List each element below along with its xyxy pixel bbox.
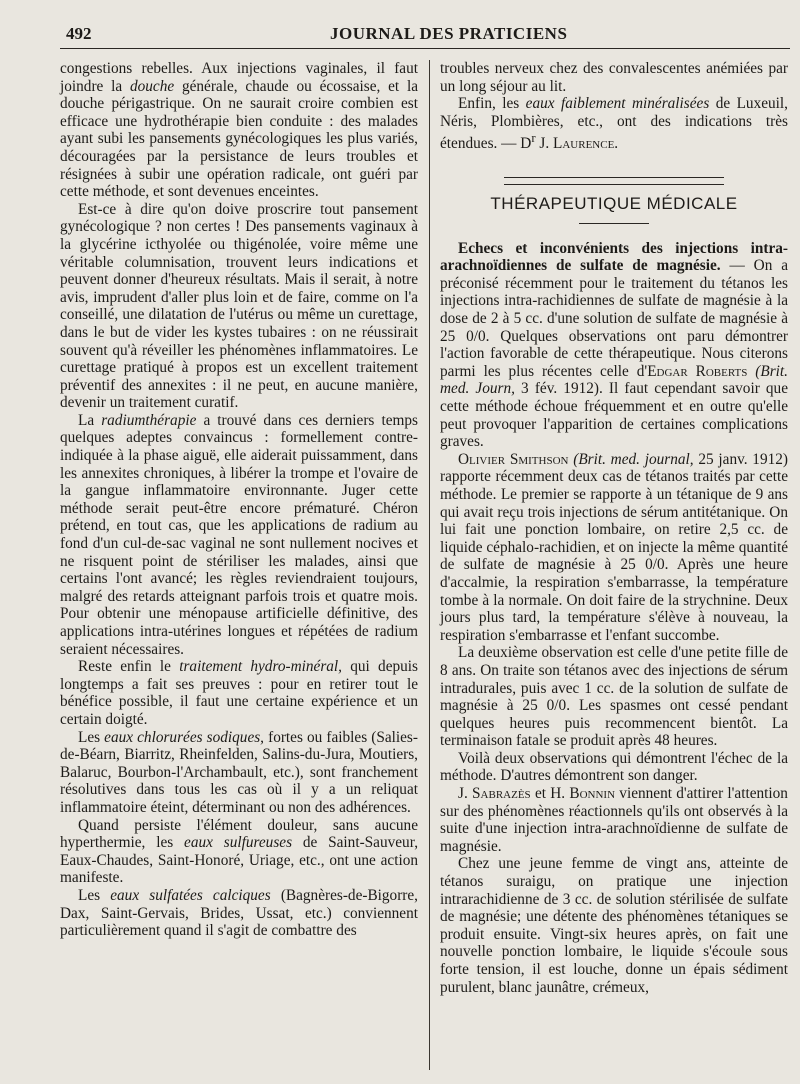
paragraph: La deuxième observation est celle d'une petite fille de 8 ans. On traite son tétanos avec des injections de sérum intradurales, puis avec 1 cc. de la solution de sulfate de magnésie à 25 0/0. Les spasmes ont cessé pendant quelques heures puis recommencent bientôt. La terminaison fatale se produit après 48 heures. (440, 644, 788, 750)
paragraph: Enfin, les eaux faiblement minéralisées de Luxeuil, Néris, Plombières, etc., ont des indications très étendues. — $D^r$ J. Laurence. (440, 95, 788, 153)
paragraph: La radiumthérapie a trouvé dans ces derniers temps quelques adeptes convaincus : formellement contre-indiquée à la phase aiguë, elle aiderait puissamment, dans les annexites chroniques, à libérer la trompe et l'ovaire de la gangue inflammatoire environnante. Juger cette méthode serait peut-être encore prématuré. Chéron prétend, en tout cas, que les applications de radium au fond d'un cul-de-sac vaginal ne sont nullement nocives et ne risquent point de stériliser les malades, ainsi que certains l'ont avancé; les règles reviendraient toujours, malgré des retards atteignant parfois trois et quatre mois. Pour obtenir une ménopause artificielle définitive, des applications intra-utérines longues et répétées de radium seraient nécessaires. (60, 411, 418, 658)
journal-title: JOURNAL DES PRATICIENS (330, 24, 568, 43)
paragraph: Reste enfin le traitement hydro-minéral, qui depuis longtemps a fait ses preuves : pour en retirer tout le bénéfice possible, il faut une certaine expérience et un certain doigté. (60, 658, 418, 728)
article-lead: Echecs et inconvénients des injections intra-arachnoïdiennes de sulfate de magnésie. — On a préconisé récemment pour le traitement du tétanos les injections intra-rachidiennes de sulfate de magnésie à la dose de 2 à 5 cc. d'une solution de sulfate de magnésie à 25 0/0. Quelques observations ont paru démontrer l'action favorable de cette thérapeutique. Nous citerons parmi les plus récentes celle d'Edgar Roberts (Brit. med. Journ, 3 fév. 1912). Il faut cependant savoir que cette méthode échoue fréquemment et en outre qu'elle peut provoquer l'apparition de certaines complications graves. (440, 239, 788, 451)
paragraph: Olivier Smithson (Brit. med. journal, 25 janv. 1912) rapporte récemment deux cas de tétanos traités par cette méthode. Le premier se rapporte à un tétanique de 9 ans qui avait reçu trois injections de sérum antitétanique. On lui fait une ponction lombaire, on retire 2,5 cc. de liquide céphalo-rachidien, et on injecte la même quantité de sulfate de magnésie à 25 0/0. Après une heure d'accalmie, la respiration s'embarrasse, la température tombe à la normale. On doit faire de la strychnine. Deux jours plus tard, la température s'élève à nouveau, la respiration s'embarrasse et l'enfant succombe. (440, 450, 788, 644)
section-ornament-block (440, 177, 788, 224)
paragraph: J. Sabrazès et H. Bonnin viennent d'attirer l'attention sur des phénomènes réactionnels qu'ils ont observés à la suite d'une injection intra-arachnoïdienne de sulfate de magnésie. (440, 785, 788, 855)
paragraph: Quand persiste l'élément douleur, sans aucune hyperthermie, les eaux sulfureuses de Saint-Sauveur, Eaux-Chaudes, Saint-Honoré, Uriage, etc., ont une action manifeste. (60, 816, 419, 887)
paragraph: Est-ce à dire qu'on doive proscrire tout pansement gynécologique ? non certes ! Des pansements vaginaux à la glycérine icthyolée ou thigénolée, voire même une véritable columnisation, trouvent leurs indications et peuvent donner d'heureux résultats. Mais il serait, à notre avis, imprudent d'aller plus loin et de faire, comme on l'a conseillé, une dilatation de l'utérus ou même un curettage, dans le but de vider les kystes tubaires : on ne réussirait souvent qu'à réveiller les phénomènes inflammatoires. Le curettage pratiqué à propos est un excellent traitement préventif des annexites : il ne peut, en aucune manière, devenir un traitement curatif. (60, 200, 418, 412)
paragraph: congestions rebelles. Aux injections vaginales, il faut joindre la douche générale, chaude ou écossaise, et la douche périgastrique. On ne saurait croire combien est efficace une hydrothérapie bien conduite : des malades ayant subi les pansements gynécologiques les plus variés, découragées par la persistance de leurs troubles et résignées à subir une opération radicale, ont guéri par cette méthode, et sont devenues enceintes. (60, 60, 418, 201)
column-divider (429, 60, 430, 1070)
paragraph: Les eaux sulfatées calciques (Bagnères-de-Bigorre, Dax, Saint-Gervais, Brides, Ussat, etc.) conviennent particulièrement quand il s'agit de combattre des (60, 886, 419, 940)
running-header (60, 22, 790, 49)
heading-underline (579, 223, 649, 224)
section-heading: THÉRAPEUTIQUE MÉDICALE (490, 194, 738, 214)
ornament-rule (504, 177, 724, 185)
left-column (60, 60, 418, 940)
author-signature: J. Laurence. (535, 135, 619, 153)
right-column (440, 60, 788, 996)
paragraph: Voilà deux observations qui démontrent l'échec de la méthode. D'autres démontrent son danger. (440, 749, 788, 785)
page-number: 492 (66, 24, 92, 43)
article-title: Echecs et inconvénients des injections intra-arachnoïdiennes de sulfate de magnésie. (440, 239, 788, 275)
paragraph: Les eaux chlorurées sodiques, fortes ou faibles (Salies-de-Béarn, Biarritz, Rheinfelden, Salins-du-Jura, Moutiers, Balaruc, Bourbon-l'Archambault, etc.), sont franchement résolutives dans tous les cas où il y a un reliquat inflammatoire éteint, déterminant ou non des adhérences. (60, 728, 418, 816)
paragraph: troubles nerveux chez des convalescentes anémiées par un long séjour au lit. (440, 60, 788, 95)
paragraph: Chez une jeune femme de vingt ans, atteinte de tétanos suraigu, on pratique une injection intrarachidienne de 3 cc. de solution stérilisée de sulfate de magnésie; une détente des phénomènes tétaniques se produit ensuite. Vingt-six heures après, on fait une nouvelle ponction lombaire, le liquide s'écoule sous forte tension, il est louche, donne un épais sédiment purulent, blanc jaunâtre, crémeux, (440, 855, 788, 996)
